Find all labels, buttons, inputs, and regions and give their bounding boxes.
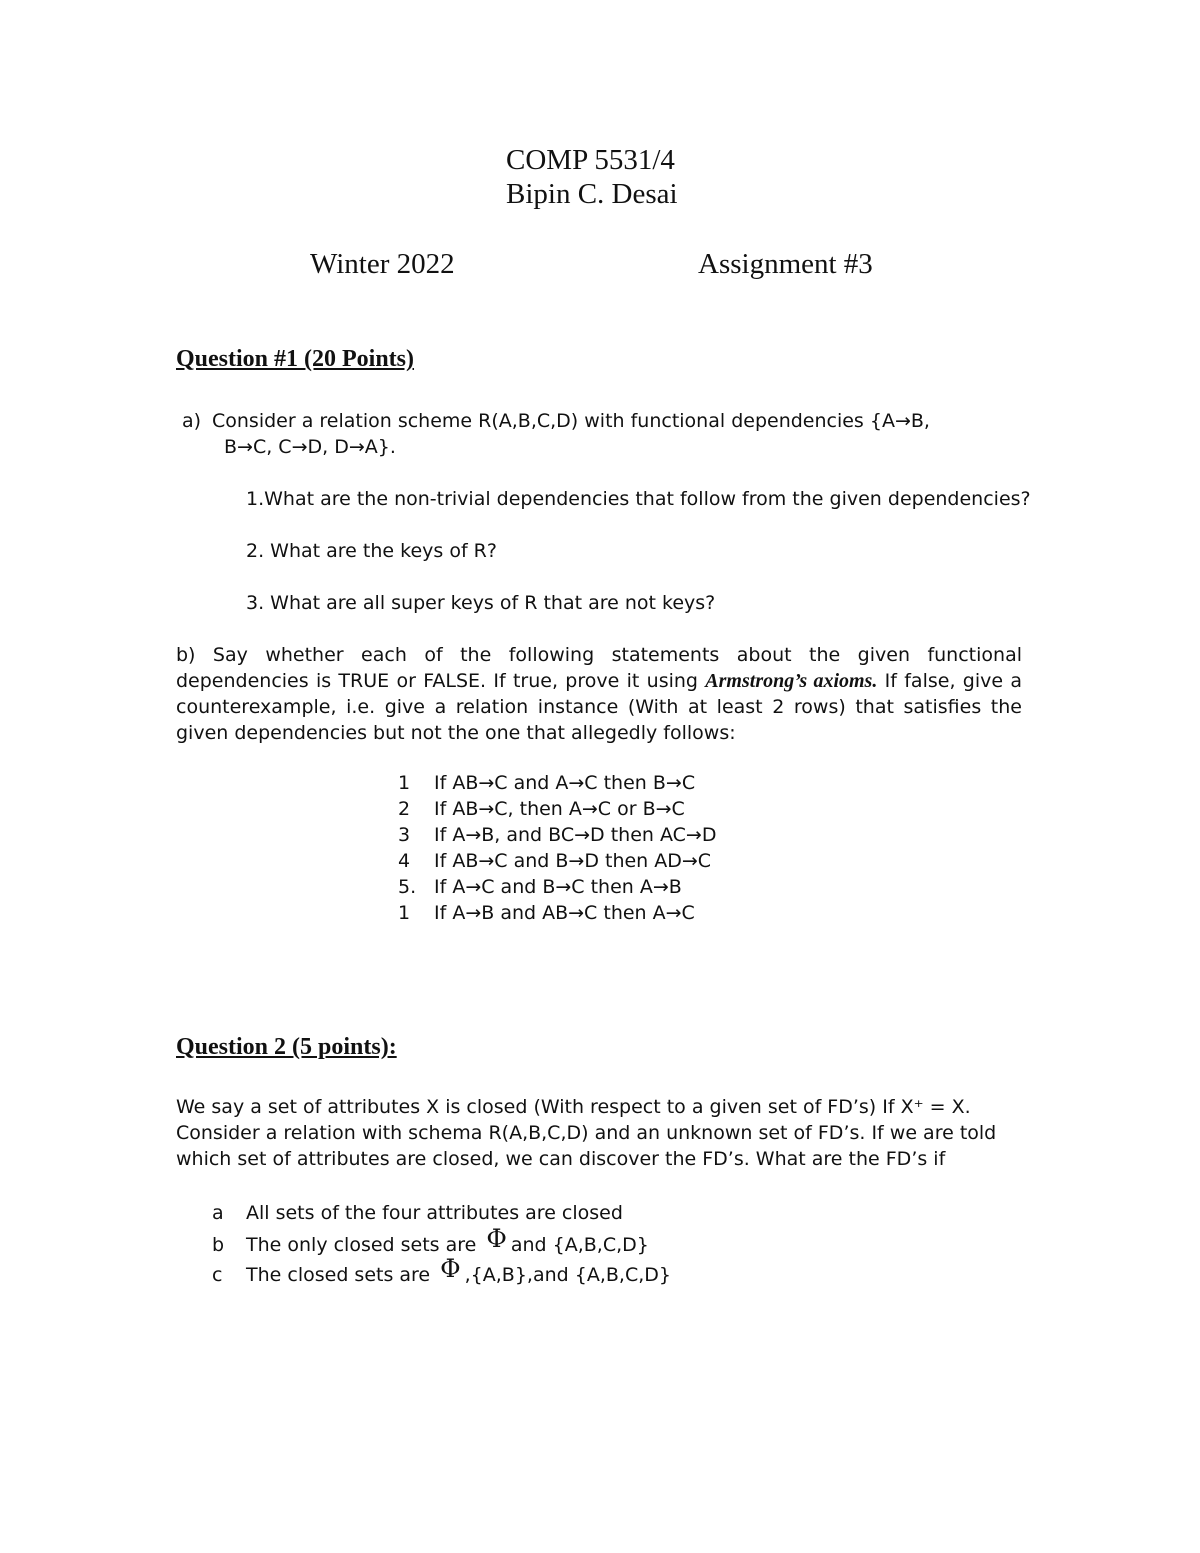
q2-item [212, 1200, 623, 1226]
empty-set-phi-symbol: Φ [486, 1224, 507, 1253]
subquestion-3: 3. What are all super keys of R that are not keys? [246, 592, 716, 614]
term: Winter 2022 [310, 248, 455, 280]
subquestion-2: 2. What are the keys of R? [246, 540, 497, 562]
statement-number: 3 [398, 824, 411, 846]
statement-item [398, 798, 818, 824]
q2-item-text: The only closed sets are [246, 1234, 477, 1256]
empty-set-phi-symbol: Φ [440, 1254, 461, 1283]
q2-item-text-after: ,{A,B},and {A,B,C,D} [464, 1264, 671, 1286]
q2-item-text: All sets of the four attributes are closed [246, 1202, 623, 1224]
q2-paragraph-line-1: We say a set of attributes X is closed (With respect to a given set of FD’s) If X⁺ = X. [176, 1096, 971, 1118]
part-a-line-1: Consider a relation scheme R(A,B,C,D) with functional dependencies {A→B, [212, 410, 930, 432]
part-b-paragraph [176, 642, 1022, 746]
part-b-rest: If false, give a counterexample, i.e. give a relation instance (With at least 2 rows) that satisfies the given dependencies but not the one that allegedly follows: [176, 670, 1023, 744]
subquestion-1: 1.What are the non-trivial dependencies that follow from the given dependencies? [246, 488, 1031, 510]
statement-text: If AB→C and A→C then B→C [434, 772, 696, 794]
statement-item [398, 876, 818, 902]
course-code: COMP 5531/4 [506, 144, 675, 176]
statement-number: 2 [398, 798, 411, 820]
statement-number: 5. [398, 876, 417, 898]
statement-item [398, 824, 818, 850]
statement-item [398, 902, 818, 928]
statement-number: 1 [398, 902, 411, 924]
statement-item [398, 772, 818, 798]
q2-item [212, 1254, 671, 1288]
part-a-label: a) [182, 410, 202, 432]
instructor-name: Bipin C. Desai [506, 178, 678, 210]
statement-text: If A→B, and BC→D then AC→D [434, 824, 717, 846]
question-1-title: Question #1 (20 Points) [176, 346, 415, 372]
statement-item [398, 850, 818, 876]
statement-text: If A→C and B→C then A→B [434, 876, 682, 898]
q2-paragraph-line-2: Consider a relation with schema R(A,B,C,D) and an unknown set of FD’s. If we are told [176, 1122, 997, 1144]
statement-number: 4 [398, 850, 411, 872]
statement-text: If A→B and AB→C then A→C [434, 902, 695, 924]
q2-item [212, 1224, 649, 1258]
q2-item-label: c [212, 1264, 223, 1286]
q2-item-label: a [212, 1202, 224, 1224]
q2-paragraph-line-3: which set of attributes are closed, we can discover the FD’s. What are the FD’s if [176, 1148, 946, 1170]
part-a-line-2: B→C, C→D, D→A}. [224, 436, 396, 458]
question-2-title: Question 2 (5 points): [176, 1034, 397, 1060]
statement-number: 1 [398, 772, 411, 794]
statement-text: If AB→C and B→D then AD→C [434, 850, 712, 872]
assignment-number: Assignment #3 [698, 248, 873, 280]
q2-item-text: The closed sets are [246, 1264, 431, 1286]
q2-item-text-after: and {A,B,C,D} [510, 1234, 649, 1256]
q2-item-label: b [212, 1234, 225, 1256]
statement-text: If AB→C, then A→C or B→C [434, 798, 685, 820]
part-b-intro: b) Say whether each of the following statements about the given functional dependencies is TRUE or FALSE. If true, prove it using [176, 644, 1022, 692]
armstrong-axioms: Armstrong’s axioms. [705, 670, 878, 692]
